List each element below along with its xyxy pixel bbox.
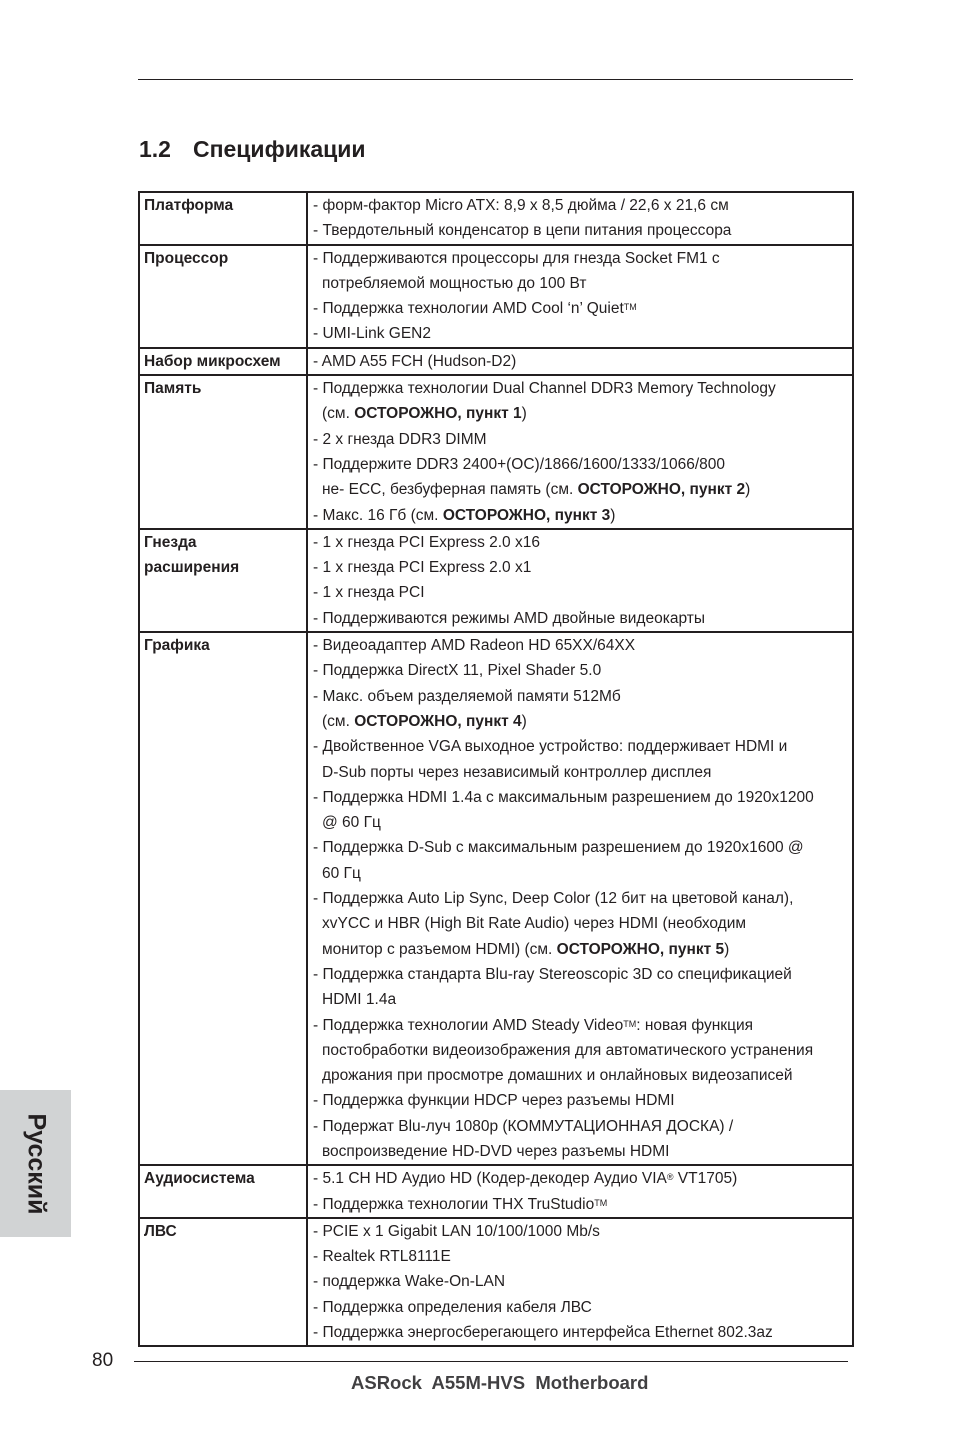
- spec-value-text: - UMI-Link GEN2: [313, 325, 431, 343]
- spec-value-line: [313, 580, 852, 605]
- spec-value-line: [313, 861, 852, 886]
- spec-label: Платформа: [144, 197, 234, 214]
- spec-label-cell: [139, 1165, 307, 1218]
- spec-value-line: [313, 1139, 852, 1164]
- section-number: 1.2: [139, 136, 171, 162]
- spec-value-line: [313, 1192, 852, 1217]
- spec-row: [139, 375, 853, 529]
- spec-value-line: [313, 1244, 852, 1269]
- spec-value-line: [313, 271, 852, 296]
- spec-value-text: - Поддержка D-Sub с максимальным разрешением до 1920x1600 @: [313, 839, 804, 857]
- spec-values-cell: [307, 1165, 853, 1218]
- spec-value-text: - Поддерживаются режимы AMD двойные видеокарты: [313, 609, 705, 627]
- spec-label: Графика: [144, 637, 210, 655]
- spec-value-text: - Твердотельный конденсатор в цепи питания процессора: [313, 222, 732, 240]
- spec-row: [139, 1218, 853, 1346]
- spec-value-text: : новая функция: [636, 1016, 754, 1034]
- spec-value-text: - PCIE x 1 Gigabit LAN 10/100/1000 Mb/s: [313, 1222, 600, 1240]
- spec-value-text: - 1 x гнезда PCI Express 2.0 x1: [313, 559, 532, 577]
- spec-value-line: [313, 503, 852, 528]
- spec-value-text: - Макс. объем разделяемой памяти 512Мб: [313, 687, 621, 705]
- spec-value-text: - Поддержка технологии AMD Cool ‘n’ Quiet: [313, 300, 624, 318]
- spec-values-cell: [307, 348, 853, 375]
- spec-label-cell: [139, 529, 307, 632]
- language-tab-label: Русский: [22, 1112, 50, 1215]
- spec-value-text: монитор с разъемом HDMI) (см.: [322, 940, 557, 958]
- spec-value-line: [313, 1219, 852, 1244]
- spec-value-line: [313, 1038, 852, 1063]
- spec-value-line: [313, 1320, 852, 1345]
- spec-value-line: [313, 1063, 852, 1088]
- spec-value-text: @ 60 Гц: [322, 814, 381, 832]
- spec-value-text: - 1 x гнезда PCI Express 2.0 x16: [313, 533, 540, 551]
- spec-value-text: не- ECC, безбуферная память (см.: [322, 481, 578, 499]
- spec-label: Аудиосистема: [144, 1170, 255, 1188]
- spec-value-text: - Поддержка функции HDCP через разъемы HDMI: [313, 1092, 675, 1110]
- spec-label-cell: [139, 245, 307, 348]
- spec-value-text: - Поддержка Auto Lip Sync, Deep Color (12 бит на цветовой канал),: [313, 890, 794, 908]
- spec-value-line: [313, 193, 852, 218]
- spec-label-cell: [139, 348, 307, 375]
- spec-value-line: [313, 684, 852, 709]
- spec-label-cell: [139, 632, 307, 1165]
- spec-value-line: [313, 246, 852, 271]
- spec-values-cell: [307, 375, 853, 529]
- spec-row: [139, 245, 853, 348]
- spec-value-text: - Подержат Blu-луч 1080p (КОММУТАЦИОННАЯ ДОСКА) /: [313, 1117, 734, 1135]
- spec-value-line: [313, 937, 852, 962]
- spec-label: ЛВС: [144, 1222, 177, 1240]
- spec-table-body: [139, 192, 853, 1346]
- spec-label: Процессор: [144, 249, 229, 267]
- spec-value-text: ): [745, 481, 751, 499]
- spec-value-text: ): [521, 405, 527, 423]
- spec-values-cell: [307, 632, 853, 1165]
- spec-values-cell: [307, 1218, 853, 1346]
- spec-value-text: - Видеоадаптер AMD Radeon HD 65XX/64XX: [313, 637, 636, 655]
- spec-value-text: потребляемой мощностью до 100 Вт: [322, 274, 587, 292]
- spec-value-line: [313, 606, 852, 631]
- spec-value-line: [313, 1269, 852, 1294]
- spec-value-line: [313, 1166, 852, 1191]
- spec-value-line: [313, 760, 852, 785]
- spec-row: [139, 1165, 853, 1218]
- section-title: Спецификации: [193, 136, 366, 162]
- spec-value-text: ): [521, 712, 527, 730]
- spec-value-line: [313, 886, 852, 911]
- spec-value-text: - Поддержка определения кабеля ЛВС: [313, 1298, 592, 1316]
- caution-reference: ОСТОРОЖНО, пункт 4: [354, 712, 522, 730]
- spec-value-text: - Поддержка технологии Dual Channel DDR3 Memory Technology: [313, 380, 776, 398]
- spec-value-line: [313, 1088, 852, 1113]
- spec-value-text: - поддержка Wake-On-LAN: [313, 1273, 506, 1291]
- spec-value-line: [313, 810, 852, 835]
- spec-value-text: - Поддержка технологии THX TruStudio: [313, 1195, 595, 1213]
- spec-row: [139, 632, 853, 1165]
- spec-values-cell: [307, 192, 853, 245]
- spec-value-line: [313, 296, 852, 321]
- spec-value-line: [313, 987, 852, 1012]
- spec-value-text: HDMI 1.4a: [322, 991, 397, 1009]
- spec-value-line: [313, 349, 852, 374]
- spec-value-line: [313, 530, 852, 555]
- spec-value-text: постобработки видеоизображения для автоматического устранения: [322, 1041, 814, 1059]
- spec-value-line: [313, 427, 852, 452]
- superscript-mark: ®: [666, 1172, 674, 1183]
- spec-value-line: [313, 785, 852, 810]
- spec-value-text: - Поддержите DDR3 2400+(OC)/1866/1600/1333/1066/800: [313, 455, 726, 473]
- spec-label-cell: [139, 192, 307, 245]
- spec-value-line: [313, 1013, 852, 1038]
- superscript-mark: TM: [623, 302, 637, 313]
- spec-value-text: - Поддерживаются процессоры для гнезда Socket FM1 с: [313, 249, 720, 267]
- spec-value-text: - Поддержка технологии AMD Steady Video: [313, 1016, 624, 1034]
- spec-value-text: - 5.1 CH HD Аудио HD (Кодер-декодер Аудио VIA: [313, 1170, 667, 1188]
- spec-label-cell: [139, 1218, 307, 1346]
- spec-value-line: [313, 376, 852, 401]
- spec-value-line: [313, 911, 852, 936]
- spec-label-cell: [139, 375, 307, 529]
- spec-value-line: [313, 962, 852, 987]
- caution-reference: ОСТОРОЖНО, пункт 2: [577, 481, 746, 499]
- spec-value-text: - Двойственное VGA выходное устройство: поддерживает HDMI и: [313, 738, 788, 756]
- spec-value-line: [313, 477, 852, 502]
- spec-value-line: [313, 835, 852, 860]
- spec-value-text: (см.: [322, 405, 355, 423]
- spec-label: Гнезда: [144, 533, 197, 551]
- spec-value-line: [313, 1295, 852, 1320]
- spec-value-line: [313, 658, 852, 683]
- caution-reference: ОСТОРОЖНО, пункт 3: [442, 506, 611, 524]
- spec-value-text: - 2 x гнезда DDR3 DIMM: [313, 430, 487, 448]
- spec-label: Память: [144, 380, 202, 398]
- spec-label: Набор микросхем: [144, 352, 281, 370]
- spec-value-line: [313, 452, 852, 477]
- spec-value-line: [313, 734, 852, 759]
- spec-value-text: - Поддержка энергосберегающего интерфейса Ethernet 802.3az: [313, 1324, 773, 1342]
- spec-value-text: 60 Гц: [322, 864, 361, 882]
- spec-value-text: - AMD A55 FCH (Hudson-D2): [313, 352, 517, 370]
- spec-value-text: ): [610, 506, 616, 524]
- caution-reference: ОСТОРОЖНО, пункт 1: [354, 405, 522, 423]
- spec-row: [139, 348, 853, 375]
- spec-value-line: [313, 401, 852, 426]
- spec-table: [138, 191, 854, 1347]
- spec-value-line: [313, 1114, 852, 1139]
- spec-value-text: (см.: [322, 712, 355, 730]
- spec-row: [139, 192, 853, 245]
- spec-values-cell: [307, 245, 853, 348]
- spec-value-text: ): [724, 940, 730, 958]
- spec-value-text: xvYCC и HBR (High Bit Rate Audio) через HDMI (необходим: [322, 915, 747, 933]
- spec-value-line: [313, 555, 852, 580]
- spec-row: [139, 529, 853, 632]
- section-heading: [139, 136, 366, 163]
- spec-value-line: [313, 321, 852, 346]
- caution-reference: ОСТОРОЖНО, пункт 5: [556, 940, 725, 958]
- spec-label: расширения: [144, 559, 240, 577]
- spec-value-line: [313, 218, 852, 243]
- language-side-tab: [0, 1090, 71, 1237]
- superscript-mark: TM: [594, 1197, 608, 1208]
- spec-value-text: дрожания при просмотре домашних и онлайновых видеозаписей: [322, 1067, 793, 1085]
- spec-value-line: [313, 633, 852, 658]
- spec-value-text: воспроизведение HD-DVD через разъемы HDMI: [322, 1142, 670, 1160]
- spec-value-text: - Поддержка стандарта Blu-ray Stereoscopic 3D со спецификацией: [313, 965, 792, 983]
- spec-value-text: - форм-фактор Micro ATX: 8,9 x 8,5 дюйма / 22,6 x 21,6 см: [313, 197, 729, 214]
- spec-value-text: - Realtek RTL8111E: [313, 1248, 451, 1266]
- spec-values-cell: [307, 529, 853, 632]
- bottom-rule: [134, 1361, 848, 1362]
- spec-value-text: VT1705): [673, 1170, 738, 1188]
- top-rule: [138, 79, 853, 80]
- superscript-mark: TM: [623, 1018, 637, 1029]
- page-number: 80: [92, 1350, 114, 1371]
- spec-value-text: - Поддержка HDMI 1.4a с максимальным разрешением до 1920x1200: [313, 788, 814, 806]
- spec-value-text: - 1 x гнезда PCI: [313, 584, 425, 602]
- spec-value-text: D-Sub порты через независимый контроллер дисплея: [322, 763, 712, 781]
- footer-title: ASRock A55M-HVS Motherboard: [351, 1372, 649, 1393]
- spec-value-text: - Поддержка DirectX 11, Pixel Shader 5.0: [313, 662, 602, 680]
- spec-value-text: - Макс. 16 Гб (см.: [313, 506, 443, 524]
- spec-value-line: [313, 709, 852, 734]
